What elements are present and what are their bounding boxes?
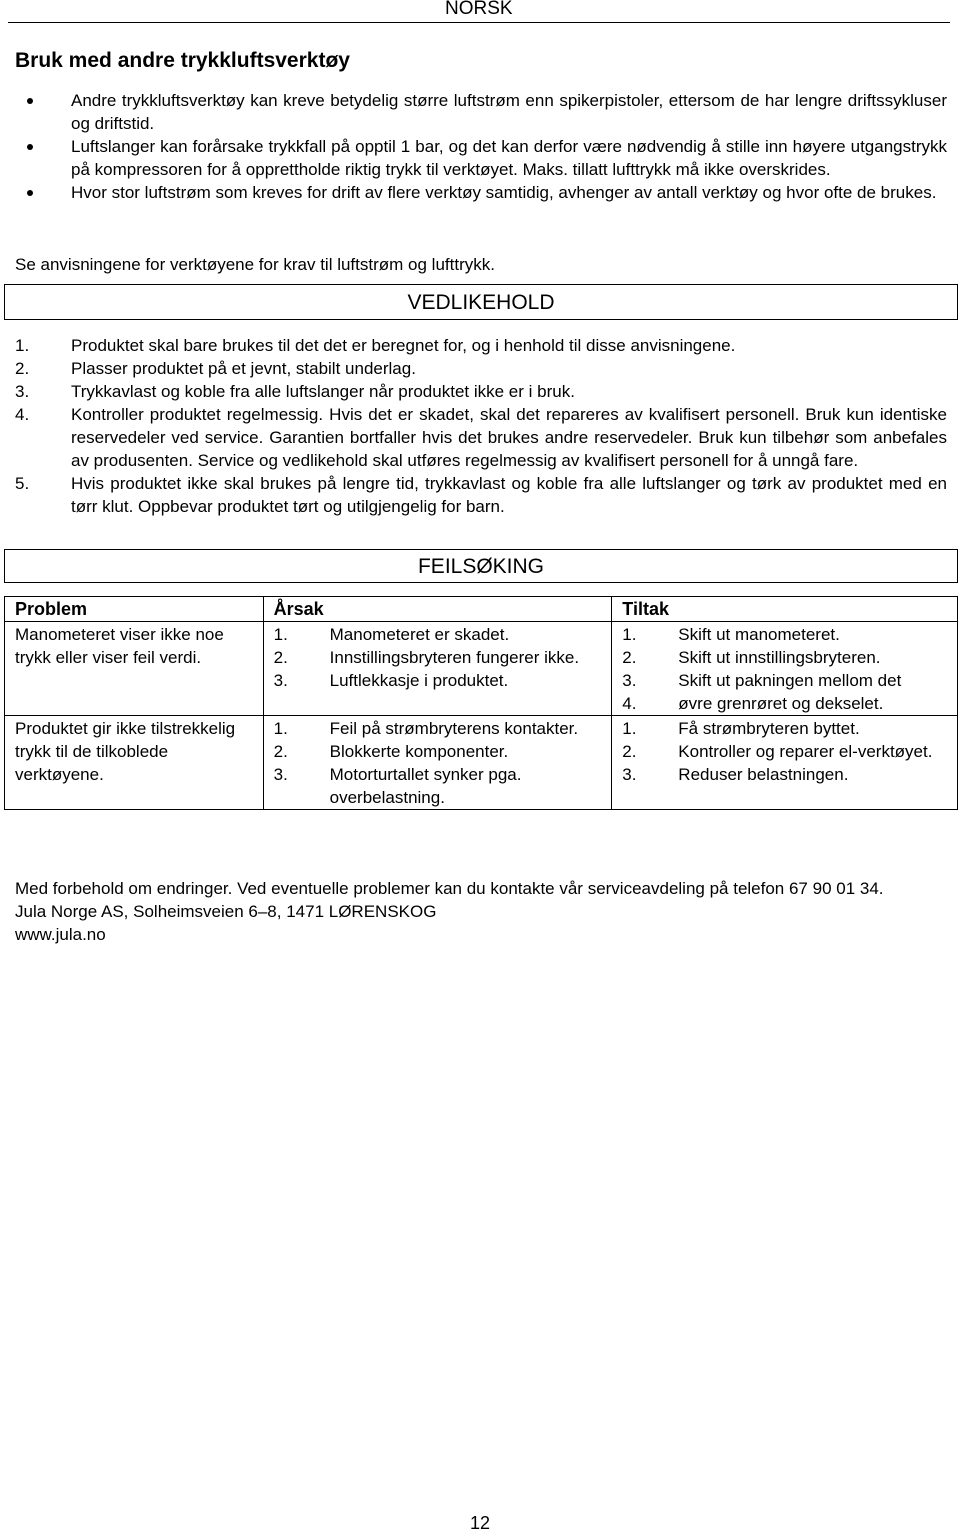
- page-number: 12: [470, 1513, 491, 1530]
- action-number: 4.: [622, 694, 637, 713]
- action-item: [622, 763, 947, 786]
- cause-item: [274, 669, 602, 692]
- action-item: [622, 740, 947, 763]
- tools-bullet-list: [15, 89, 947, 204]
- cause-number: 3.: [273, 765, 288, 784]
- action-item: [622, 646, 947, 669]
- cause-item: [274, 623, 602, 646]
- action-number: 1.: [622, 625, 637, 644]
- cause-text: Blokkerte komponenter.: [329, 742, 509, 761]
- cause-text: Motorturtallet synker pga. overbelastning.: [329, 765, 522, 807]
- cause-number: 1.: [273, 625, 288, 644]
- cause-text: Innstillingsbryteren fungerer ikke.: [329, 648, 580, 667]
- tools-note: Se anvisningene for verktøyene for krav til luftstrøm og lufttrykk.: [15, 255, 495, 274]
- cause-item: [274, 740, 602, 763]
- cause-text: Feil på strømbryterens kontakter.: [329, 719, 579, 738]
- cause-text: Manometeret er skadet.: [329, 625, 510, 644]
- vedlikehold-heading: VEDLIKEHOLD: [4, 284, 958, 320]
- bullet-dot-icon: [27, 98, 33, 104]
- bullet-item: [15, 181, 947, 204]
- list-item: [15, 334, 947, 357]
- action-item: [622, 669, 947, 692]
- bullet-text: Hvor stor luftstrøm som kreves for drift av flere verktøy samtidig, avhenger av antall verktøy og hvor ofte de brukes.: [71, 183, 937, 202]
- column-header-action: Tiltak: [612, 597, 958, 622]
- cause-number: 2.: [273, 742, 288, 761]
- cause-cell: [263, 622, 612, 716]
- action-number: 3.: [622, 671, 637, 690]
- troubleshooting-table: [4, 596, 958, 810]
- action-number: 2.: [622, 648, 637, 667]
- action-text: øvre grenrøret og dekselet.: [678, 694, 884, 713]
- cause-number: 3.: [273, 671, 288, 690]
- problem-cell: Manometeret viser ikke noe trykk eller viser feil verdi.: [5, 622, 264, 716]
- list-item-text: Kontroller produktet regelmessig. Hvis det er skadet, skal det repareres av kvalifisert personell. Bruk kun identiske reservedeler ved service. Garantien bortfaller hvis det brukes andre reservedeler. Bruk kun tilbehør som anbefales av produsenten. Service og vedlikehold skal utføres regelmessig av kvalifisert personell for å unngå fare.: [71, 405, 947, 470]
- action-text: Reduser belastningen.: [678, 765, 849, 784]
- footer-contact: [15, 877, 947, 946]
- cause-text: Luftlekkasje i produktet.: [329, 671, 509, 690]
- list-item-text: Produktet skal bare brukes til det det er beregnet for, og i henhold til disse anvisningene.: [71, 336, 736, 355]
- list-item-number: 3.: [15, 382, 30, 401]
- list-item-number: 5.: [15, 474, 30, 493]
- list-item: [15, 403, 947, 472]
- footer-notice: Med forbehold om endringer. Ved eventuelle problemer kan du kontakte vår serviceavdeling på telefon 67 90 01 34.: [15, 879, 884, 898]
- action-item: [622, 692, 947, 715]
- table-row: [5, 622, 958, 716]
- list-item-number: 4.: [15, 405, 30, 424]
- column-header-problem: Problem: [5, 597, 264, 622]
- list-item-text: Trykkavlast og koble fra alle luftslanger når produktet ikke er i bruk.: [71, 382, 575, 401]
- action-number: 2.: [622, 742, 637, 761]
- action-cell: [612, 622, 958, 716]
- list-item: [15, 380, 947, 403]
- cause-item: [274, 717, 602, 740]
- header-rule: [8, 22, 950, 23]
- action-text: Skift ut pakningen mellom det: [678, 671, 902, 690]
- list-item-number: 2.: [15, 359, 30, 378]
- action-text: Skift ut innstillingsbryteren.: [678, 648, 881, 667]
- cause-number: 2.: [273, 648, 288, 667]
- bullet-text: Andre trykkluftsverktøy kan kreve betydelig større luftstrøm enn spikerpistoler, ettersom de har lengre driftssykluser og driftstid.: [71, 91, 947, 133]
- column-header-cause: Årsak: [263, 597, 612, 622]
- bullet-item: [15, 135, 947, 181]
- cause-cell: [263, 716, 612, 810]
- list-item-text: Hvis produktet ikke skal brukes på lengre tid, trykkavlast og koble fra alle luftslanger og tørk av produktet med en tørr klut. Oppbevar produktet tørt og utilgjengelig for barn.: [71, 474, 947, 516]
- list-item: [15, 472, 947, 518]
- bullet-dot-icon: [27, 190, 33, 196]
- header-language-label: NORSK: [445, 0, 513, 19]
- bullet-item: [15, 89, 947, 135]
- list-item: [15, 357, 947, 380]
- action-item: [622, 623, 947, 646]
- action-number: 3.: [622, 765, 637, 784]
- footer-website: www.jula.no: [15, 925, 106, 944]
- cause-item: [274, 763, 602, 809]
- vedlikehold-list: [15, 334, 947, 518]
- cause-item: [274, 646, 602, 669]
- action-item: [622, 717, 947, 740]
- action-text: Kontroller og reparer el-verktøyet.: [678, 742, 933, 761]
- action-number: 1.: [622, 719, 637, 738]
- footer-address: Jula Norge AS, Solheimsveien 6–8, 1471 LØRENSKOG: [15, 902, 437, 921]
- list-item-text: Plasser produktet på et jevnt, stabilt underlag.: [71, 359, 416, 378]
- bullet-text: Luftslanger kan forårsake trykkfall på opptil 1 bar, og det kan derfor være nødvendig å stille inn høyere utgangstrykk på kompressoren for å opprettholde riktig trykk til verktøyet. Maks. tillatt lufttrykk må ikke overskrides.: [71, 137, 947, 179]
- action-text: Skift ut manometeret.: [678, 625, 840, 644]
- problem-cell: Produktet gir ikke tilstrekkelig trykk til de tilkoblede verktøyene.: [5, 716, 264, 810]
- bullet-dot-icon: [27, 144, 33, 150]
- section-title-other-tools: Bruk med andre trykkluftsverktøy: [15, 49, 350, 72]
- action-cell: [612, 716, 958, 810]
- cause-number: 1.: [273, 719, 288, 738]
- feilsoking-heading: FEILSØKING: [4, 549, 958, 583]
- list-item-number: 1.: [15, 336, 30, 355]
- action-text: Få strømbryteren byttet.: [678, 719, 860, 738]
- table-row: [5, 716, 958, 810]
- table-header-row: [5, 597, 958, 622]
